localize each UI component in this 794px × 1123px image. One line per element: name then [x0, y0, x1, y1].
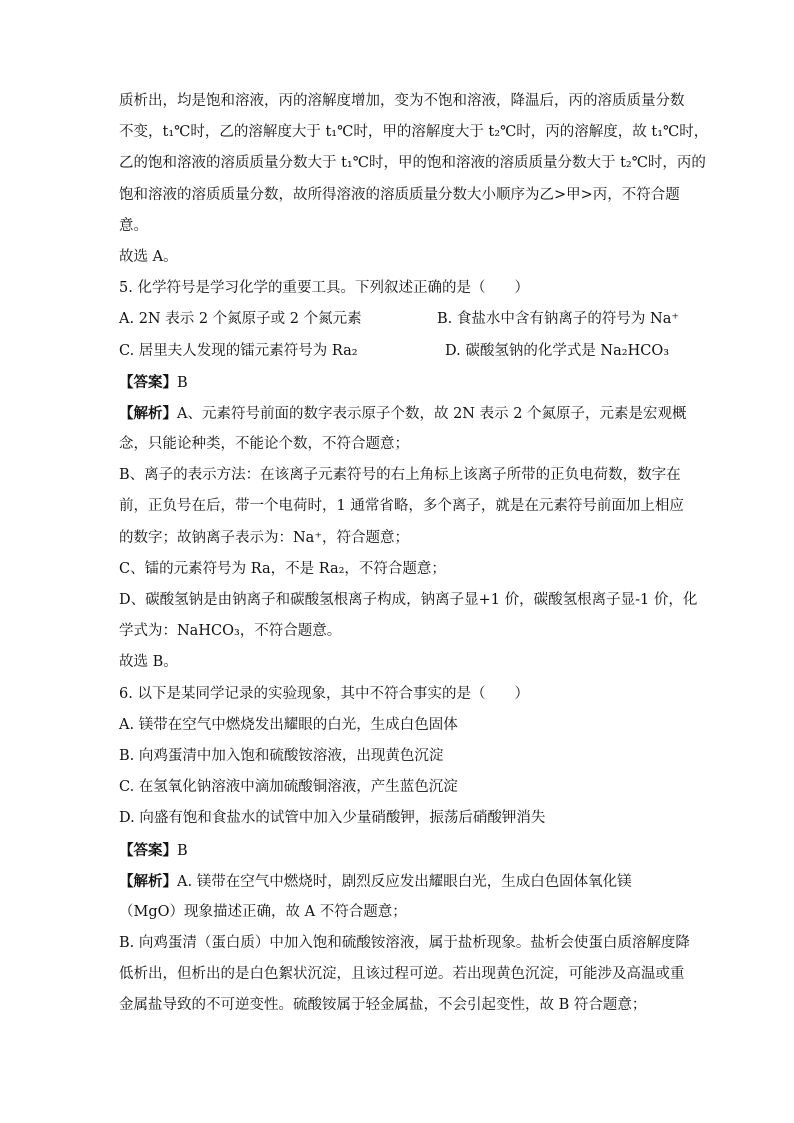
- text-line: 不变，t₁℃时，乙的溶解度大于 t₁℃时，甲的溶解度大于 t₂℃时，丙的溶解度，故 t₁℃时，: [119, 124, 709, 141]
- options-row: [119, 304, 679, 335]
- question-stem: 6. 以下是某同学记录的实验现象，其中不符合事实的是（ ）: [119, 685, 529, 702]
- answer-line: [119, 367, 679, 398]
- text-line: 故选 A。: [119, 248, 178, 265]
- text-line: 金属盐导致的不可逆变性。硫酸铵属于轻金属盐，不会引起变性，故 B 符合题意；: [119, 997, 647, 1014]
- analysis-line: [119, 398, 687, 429]
- text-line: 低析出，但析出的是白色絮状沉淀，且该过程可逆。若出现黄色沉淀，可能涉及高温或重: [119, 966, 685, 983]
- analysis-label: 【解析】: [119, 404, 177, 422]
- answer-value: B: [177, 374, 188, 391]
- text-line: B. 向鸡蛋清（蛋白质）中加入饱和硫酸铵溶液，属于盐析现象。盐析会使蛋白质溶解度降: [119, 935, 690, 952]
- option-a: A. 镁带在空气中燃烧发出耀眼的白光，生成白色固体: [119, 716, 458, 733]
- analysis-text: A、元素符号前面的数字表示原子个数，故 2N 表示 2 个氮原子，元素是宏观概: [177, 405, 687, 422]
- text-line: （MgO）现象描述正确，故 A 不符合题意；: [119, 903, 407, 920]
- text-line: 质析出，均是饱和溶液，丙的溶解度增加，变为不饱和溶液，降温后，丙的溶质质量分数: [119, 93, 685, 109]
- option-d: D. 碳酸氢钠的化学式是 Na₂HCO₃: [445, 342, 670, 359]
- answer-label: 【答案】: [119, 373, 177, 391]
- analysis-text: A. 镁带在空气中燃烧时，剧烈反应发出耀眼白光，生成白色固体氧化镁: [177, 873, 632, 890]
- text-line: 学式为：NaHCO₃，不符合题意。: [119, 623, 342, 640]
- answer-value: B: [177, 842, 188, 859]
- answer-line: [119, 835, 679, 866]
- option-c: C. 在氢氧化钠溶液中滴加硫酸铜溶液，产生蓝色沉淀: [119, 779, 458, 796]
- option-c: C. 居里夫人发现的镭元素符号为 Ra₂: [119, 342, 358, 359]
- analysis-label: 【解析】: [119, 872, 177, 890]
- text-line: 的数字；故钠离子表示为：Na⁺，符合题意；: [119, 529, 409, 546]
- text-line: 饱和溶液的溶质质量分数，故所得溶液的溶质质量分数大小顺序为乙>甲>丙，不符合题: [119, 186, 680, 203]
- option-b: B. 食盐水中含有钠离子的符号为 Na⁺: [437, 311, 679, 328]
- text-line: 前，正负号在后，带一个电荷时，1 通常省略，多个离子，就是在元素符号前面加上相应: [119, 498, 684, 515]
- option-d: D. 向盛有饱和食盐水的试管中加入少量硝酸钾，振荡后硝酸钾消失: [119, 810, 546, 827]
- question-6: [119, 679, 690, 1022]
- text-line: 念，只能论种类，不能论个数，不符合题意；: [119, 436, 409, 453]
- text-line: 故选 B。: [119, 654, 178, 671]
- analysis-line: [119, 866, 679, 897]
- options-row: [119, 336, 679, 367]
- text-line: 意。: [119, 217, 148, 234]
- answer-label: 【答案】: [119, 841, 177, 859]
- intro-paragraph: [119, 86, 709, 273]
- option-a: A. 2N 表示 2 个氮原子或 2 个氮元素: [119, 311, 362, 328]
- text-line: B、离子的表示方法：在该离子元素符号的右上角标上该离子所带的正负电荷数，数字在: [119, 467, 681, 484]
- option-b: B. 向鸡蛋清中加入饱和硫酸铵溶液，出现黄色沉淀: [119, 747, 444, 764]
- text-line: D、碳酸氢钠是由钠离子和碳酸氢根离子构成，钠离子显+1 价，碳酸氢根离子显-1 价，化: [119, 592, 698, 608]
- question-stem: 5. 化学符号是学习化学的重要工具。下列叙述正确的是（ ）: [119, 280, 529, 297]
- text-line: C、镭的元素符号为 Ra，不是 Ra₂，不符合题意；: [119, 560, 446, 577]
- question-5: [119, 273, 698, 678]
- document-page: [119, 86, 709, 1022]
- text-line: 乙的饱和溶液的溶质质量分数大于 t₁℃时，甲的饱和溶液的溶质质量分数大于 t₂℃时，丙的: [119, 155, 706, 172]
